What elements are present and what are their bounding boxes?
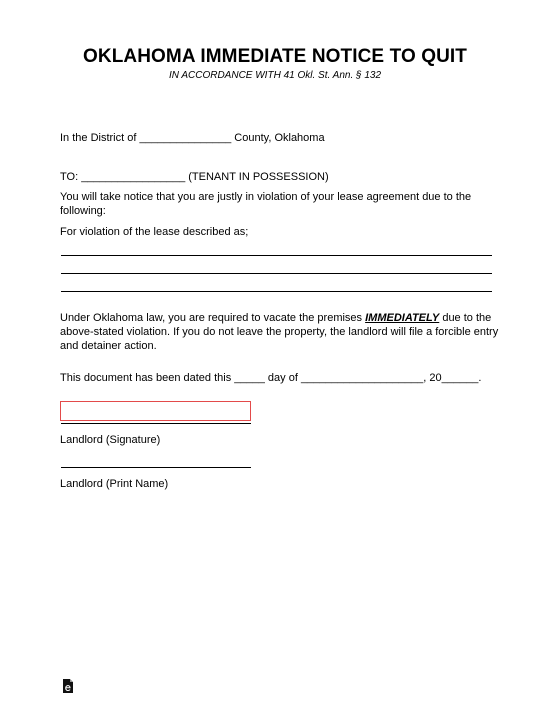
dated-line: This document has been dated this _____ day of ____________________, 20______. [60,372,482,384]
vacate-paragraph [60,311,500,353]
notice-text: You will take notice that you are justly in violation of your lease agreement due to the following: [60,191,472,217]
vacate-text-end: due to the above-stated violation. If you do not leave the property, the landlord will file a forcible entry and detainer action. [60,312,499,352]
signature-field[interactable] [60,401,251,421]
vacate-text-start: Under Oklahoma law, you are required to vacate the premises [60,312,366,324]
district-line: In the District of _______________ County, Oklahoma [60,132,325,144]
violation-line-3 [61,291,492,292]
violation-line-2 [61,273,492,274]
violation-line-1 [61,255,492,256]
print-name-line [61,467,251,468]
print-name-label: Landlord (Print Name) [60,478,169,490]
vacate-emphasis: IMMEDIATELY [365,312,440,324]
document-title: OKLAHOMA IMMEDIATE NOTICE TO QUIT [83,46,467,67]
tenant-line: TO: _________________ (TENANT IN POSSESSION) [60,171,329,183]
document-subtitle: IN ACCORDANCE WITH 41 Okl. St. Ann. § 132 [168,70,382,81]
signature-line [61,423,251,424]
signature-label: Landlord (Signature) [60,434,161,446]
eforms-logo-icon [62,679,74,693]
violation-label: For violation of the lease described as; [60,226,249,238]
